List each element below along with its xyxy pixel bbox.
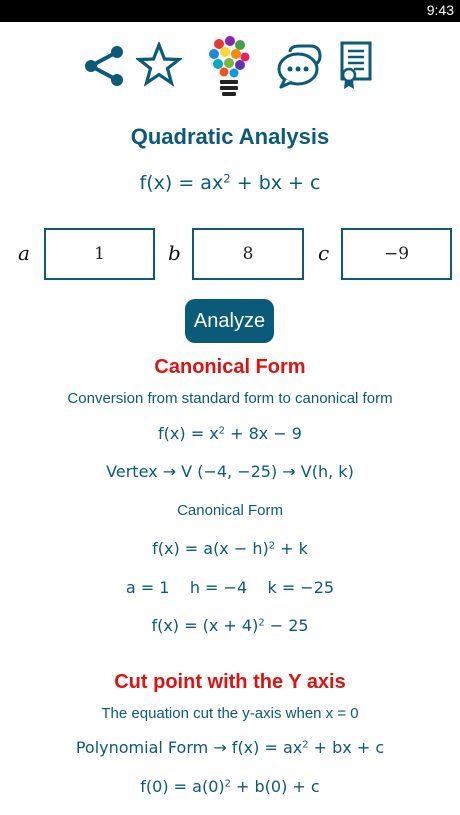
canonical-generic-equation (0, 539, 460, 558)
poly-line-prefix: Polynomial Form → f(x) = ax (75, 738, 303, 757)
share-icon[interactable] (82, 44, 126, 88)
canonical-intro: Conversion from standard form to canonical form (67, 390, 393, 407)
status-time: 9:43 (426, 2, 454, 18)
status-bar (0, 0, 460, 22)
formula-exponent: 2 (223, 171, 231, 186)
generic-eq-suffix: + k (275, 539, 308, 558)
generic-eq-prefix: f(x) = a(x − h) (152, 539, 269, 558)
vertex-line: Vertex → V (−4, −25) → V(h, k) (106, 462, 354, 481)
formula-suffix: + bx + c (230, 172, 321, 194)
canonical-values-line: a = 1 h = −4 k = −25 (125, 578, 335, 597)
certificate-icon[interactable] (340, 41, 374, 91)
eval-line-exponent: 2 (224, 778, 231, 790)
poly-line-exponent: 2 (302, 739, 309, 751)
generic-eq-exponent: 2 (268, 540, 276, 552)
general-formula (0, 172, 460, 194)
standard-equation (0, 424, 460, 443)
y-cut-intro: The equation cut the y-axis when x = 0 (101, 705, 359, 722)
eval-line-prefix: f(0) = a(0) (140, 777, 225, 796)
chat-bubbles-icon[interactable] (276, 42, 324, 90)
standard-eq-suffix: + 8x − 9 (224, 424, 302, 443)
param-b-label: b (168, 241, 181, 265)
eval-line-suffix: + b(0) + c (230, 777, 320, 796)
toolbar (0, 30, 460, 102)
y-cut-section-title: Cut point with the Y axis (114, 671, 346, 693)
param-a-label: a (18, 241, 30, 265)
star-icon[interactable] (136, 42, 182, 88)
evaluation-line (0, 777, 460, 796)
lightbulb-logo-icon[interactable] (203, 34, 255, 100)
param-b-input[interactable] (192, 228, 304, 280)
formula-prefix: f(x) = ax (139, 172, 224, 194)
canonical-section-title: Canonical Form (154, 356, 306, 378)
analyze-button[interactable]: Analyze (185, 299, 274, 343)
standard-eq-exponent: 2 (218, 425, 225, 437)
result-eq-exponent: 2 (258, 617, 265, 629)
param-a-input[interactable] (44, 228, 155, 280)
standard-eq-prefix: f(x) = x (158, 424, 219, 443)
result-eq-suffix: − 25 (264, 616, 309, 635)
poly-line-suffix: + bx + c (308, 738, 385, 757)
result-eq-prefix: f(x) = (x + 4) (151, 616, 259, 635)
page-title: Quadratic Analysis (130, 124, 330, 149)
param-c-input[interactable] (341, 228, 452, 280)
param-c-label: c (318, 241, 330, 265)
canonical-subtitle: Canonical Form (177, 502, 283, 519)
polynomial-form-line (0, 738, 460, 757)
canonical-result-equation (0, 616, 460, 635)
